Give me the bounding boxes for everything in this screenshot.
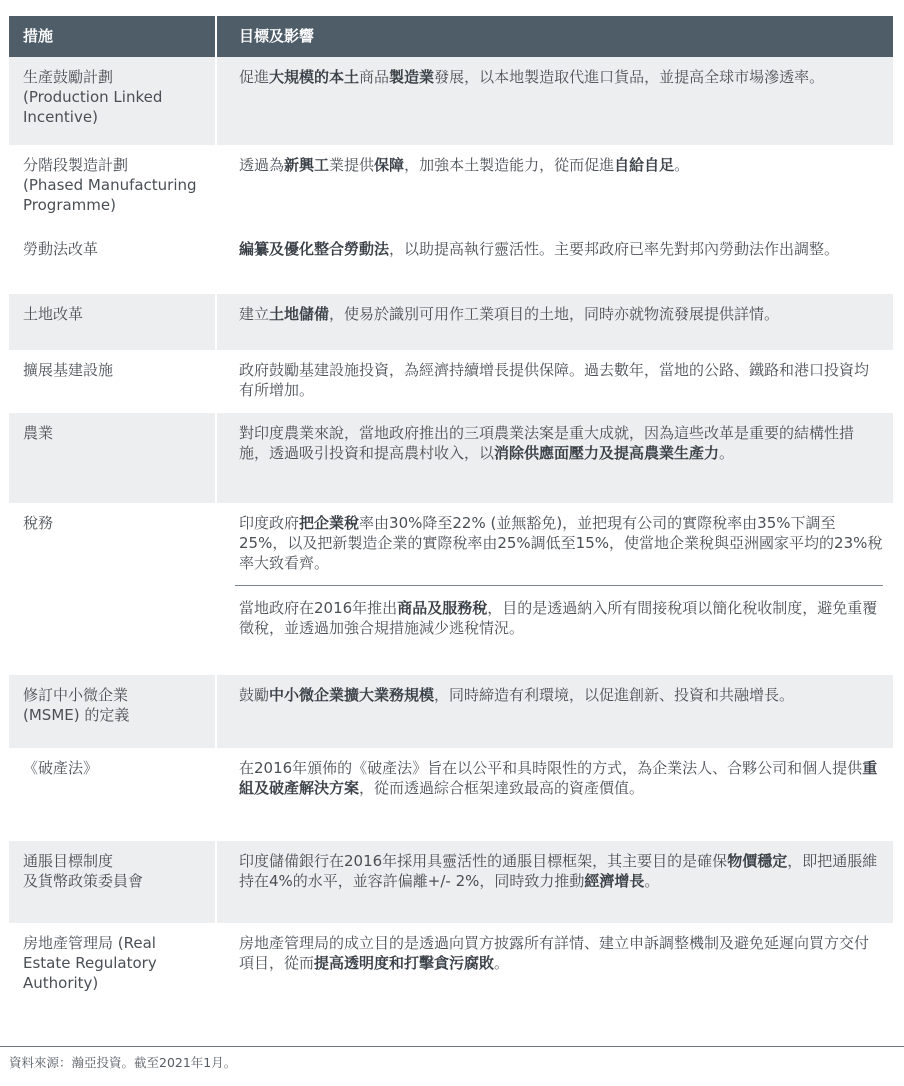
body-text: 。 [674, 156, 690, 174]
body-text: ，即把通脹維持在4%的水平，並容許偏離+/- 2%，同時致力推動 [239, 852, 878, 890]
impact-paragraph [239, 67, 883, 87]
emphasis-text: 提高透明度和打擊貪污腐敗 [314, 954, 495, 972]
impact-cell [217, 294, 893, 350]
impact-paragraph [239, 758, 883, 798]
impact-cell [217, 413, 893, 503]
emphasis-text: 把企業稅 [299, 514, 360, 532]
impact-cell [217, 841, 893, 923]
measure-line: 及貨幣政策委員會 [23, 872, 144, 890]
measure-line: 通脹目標制度 [23, 852, 114, 870]
measure-line: Incentive) [23, 108, 98, 126]
measure-line: (Production Linked [23, 88, 163, 106]
measure-cell [9, 413, 215, 503]
body-text: ，同時締造有利環境，以促進創新、投資和共融增長。 [434, 686, 795, 704]
body-text: 促進 [239, 68, 270, 86]
measure-cell [9, 350, 215, 413]
body-text: 政府鼓勵基建設施投資，為經濟持續增長提供保障。過去數年，當地的公路、鐵路和港口投資均有所增加。 [239, 361, 870, 399]
emphasis-text: 自給自足 [614, 156, 675, 174]
measure-cell [9, 503, 215, 675]
body-text: 印度政府 [239, 514, 300, 532]
measure-line: 土地改革 [23, 305, 84, 323]
measure-line: Estate Regulatory [23, 954, 157, 972]
body-text: ，以助提高執行靈活性。主要邦政府已率先對邦內勞動法作出調整。 [389, 240, 840, 258]
emphasis-text: 中小微企業擴大業務規模 [269, 686, 435, 704]
measure-cell [9, 229, 215, 294]
impact-paragraph [239, 239, 883, 259]
body-text: ，使易於識別可用作工業項目的土地，同時亦就物流發展提供詳情。 [329, 305, 780, 323]
emphasis-text: 物價穩定 [727, 852, 788, 870]
measure-line: 《破產法》 [23, 759, 99, 777]
impact-cell [217, 229, 893, 294]
measure-cell [9, 923, 215, 1017]
impact-paragraph [239, 360, 883, 400]
measure-line: Programme) [23, 196, 116, 214]
impact-paragraph [239, 513, 883, 573]
measure-line: 房地產管理局 (Real [23, 934, 156, 952]
measure-line: 生產鼓勵計劃 [23, 68, 114, 86]
body-text: ，目的是透過納入所有間接稅項以簡化稅收制度，避免重覆徵稅，並透過加強合規措施減少逃稅情況。 [239, 599, 878, 637]
impact-paragraph [239, 851, 883, 891]
body-text: 商品 [359, 68, 390, 86]
body-text: 建立 [239, 305, 270, 323]
body-text: 透過為 [239, 156, 285, 174]
source-note: 資料來源：瀚亞投資。截至2021年1月。 [9, 1055, 237, 1070]
measure-line: (MSME) 的定義 [23, 706, 130, 724]
body-text: 發展，以本地製造取代進口貨品，並提高全球市場滲透率。 [434, 68, 825, 86]
body-text: ，從而透過綜合框架達致最高的資產價值。 [359, 779, 645, 797]
body-text: 印度儲備銀行在2016年採用具靈活性的通脹目標框架，其主要目的是確保 [239, 852, 728, 870]
emphasis-text: 消除供應面壓力及提高農業生產力 [494, 444, 720, 462]
measure-line: (Phased Manufacturing [23, 176, 197, 194]
impact-paragraph [239, 598, 883, 638]
reforms-table [9, 16, 893, 1017]
emphasis-text: 土地儲備 [269, 305, 330, 323]
emphasis-text: 經濟增長 [584, 872, 645, 890]
impact-paragraph [239, 685, 883, 705]
body-text: 業提供 [329, 156, 375, 174]
body-text: 率由30%降至22% (並無豁免)，並把現有公司的實際稅率由35%下調至25%，以及把新製造企業的實際稅率由25%調低至15%，使當地企業稅與亞洲國家平均的23%稅率大致看齊。 [239, 514, 883, 572]
impact-cell [217, 145, 893, 229]
measure-line: 稅務 [23, 514, 54, 532]
body-text: 在2016年頒佈的《破產法》旨在以公平和具時限性的方式，為企業法人、合夥公司和個人提供 [239, 759, 863, 777]
footer-divider [0, 1046, 904, 1047]
measure-cell [9, 57, 215, 145]
measure-line: 勞動法改革 [23, 240, 99, 258]
body-text: 。 [719, 444, 735, 462]
emphasis-text: 保障 [374, 156, 405, 174]
paragraph-divider [235, 585, 883, 586]
measure-cell [9, 841, 215, 923]
measure-cell [9, 145, 215, 229]
impact-paragraph [239, 304, 883, 324]
measure-line: 分階段製造計劃 [23, 156, 129, 174]
body-text: 鼓勵 [239, 686, 270, 704]
impact-paragraph [239, 423, 883, 463]
body-text: 。 [644, 872, 660, 890]
emphasis-text: 商品及服務稅 [397, 599, 488, 617]
impact-paragraph [239, 933, 883, 973]
header-measure: 措施 [9, 16, 215, 57]
body-text: 對印度農業來說，當地政府推出的三項農業法案是重大成就，因為這些改革是重要的結構性措施，透過吸引投資和提高農村收入，以 [239, 424, 855, 462]
impact-paragraph [239, 155, 883, 175]
impact-cell [217, 923, 893, 1017]
body-text: 房地產管理局的成立目的是透過向買方披露所有詳情、建立申訴調整機制及避免延遲向買方交付項目，從而 [239, 934, 870, 972]
body-text: 當地政府在2016年推出 [239, 599, 398, 617]
emphasis-text: 大規模的本土 [269, 68, 360, 86]
impact-cell [217, 748, 893, 841]
measure-line: 擴展基建設施 [23, 361, 114, 379]
measure-cell [9, 748, 215, 841]
emphasis-text: 製造業 [389, 68, 435, 86]
measure-line: Authority) [23, 974, 99, 992]
measure-cell [9, 675, 215, 748]
impact-cell [217, 675, 893, 748]
measure-line: 修訂中小微企業 [23, 686, 129, 704]
emphasis-text: 新興工 [284, 156, 330, 174]
measure-line: 農業 [23, 424, 54, 442]
impact-cell [217, 350, 893, 413]
body-text: ，加強本土製造能力，從而促進 [404, 156, 615, 174]
measure-cell [9, 294, 215, 350]
impact-cell [217, 57, 893, 145]
emphasis-text: 編纂及優化整合勞動法 [239, 240, 390, 258]
header-impact: 目標及影響 [217, 16, 893, 57]
impact-cell [217, 503, 893, 675]
emphasis-text: 重組及破產解決方案 [239, 759, 878, 797]
body-text: 。 [494, 954, 510, 972]
